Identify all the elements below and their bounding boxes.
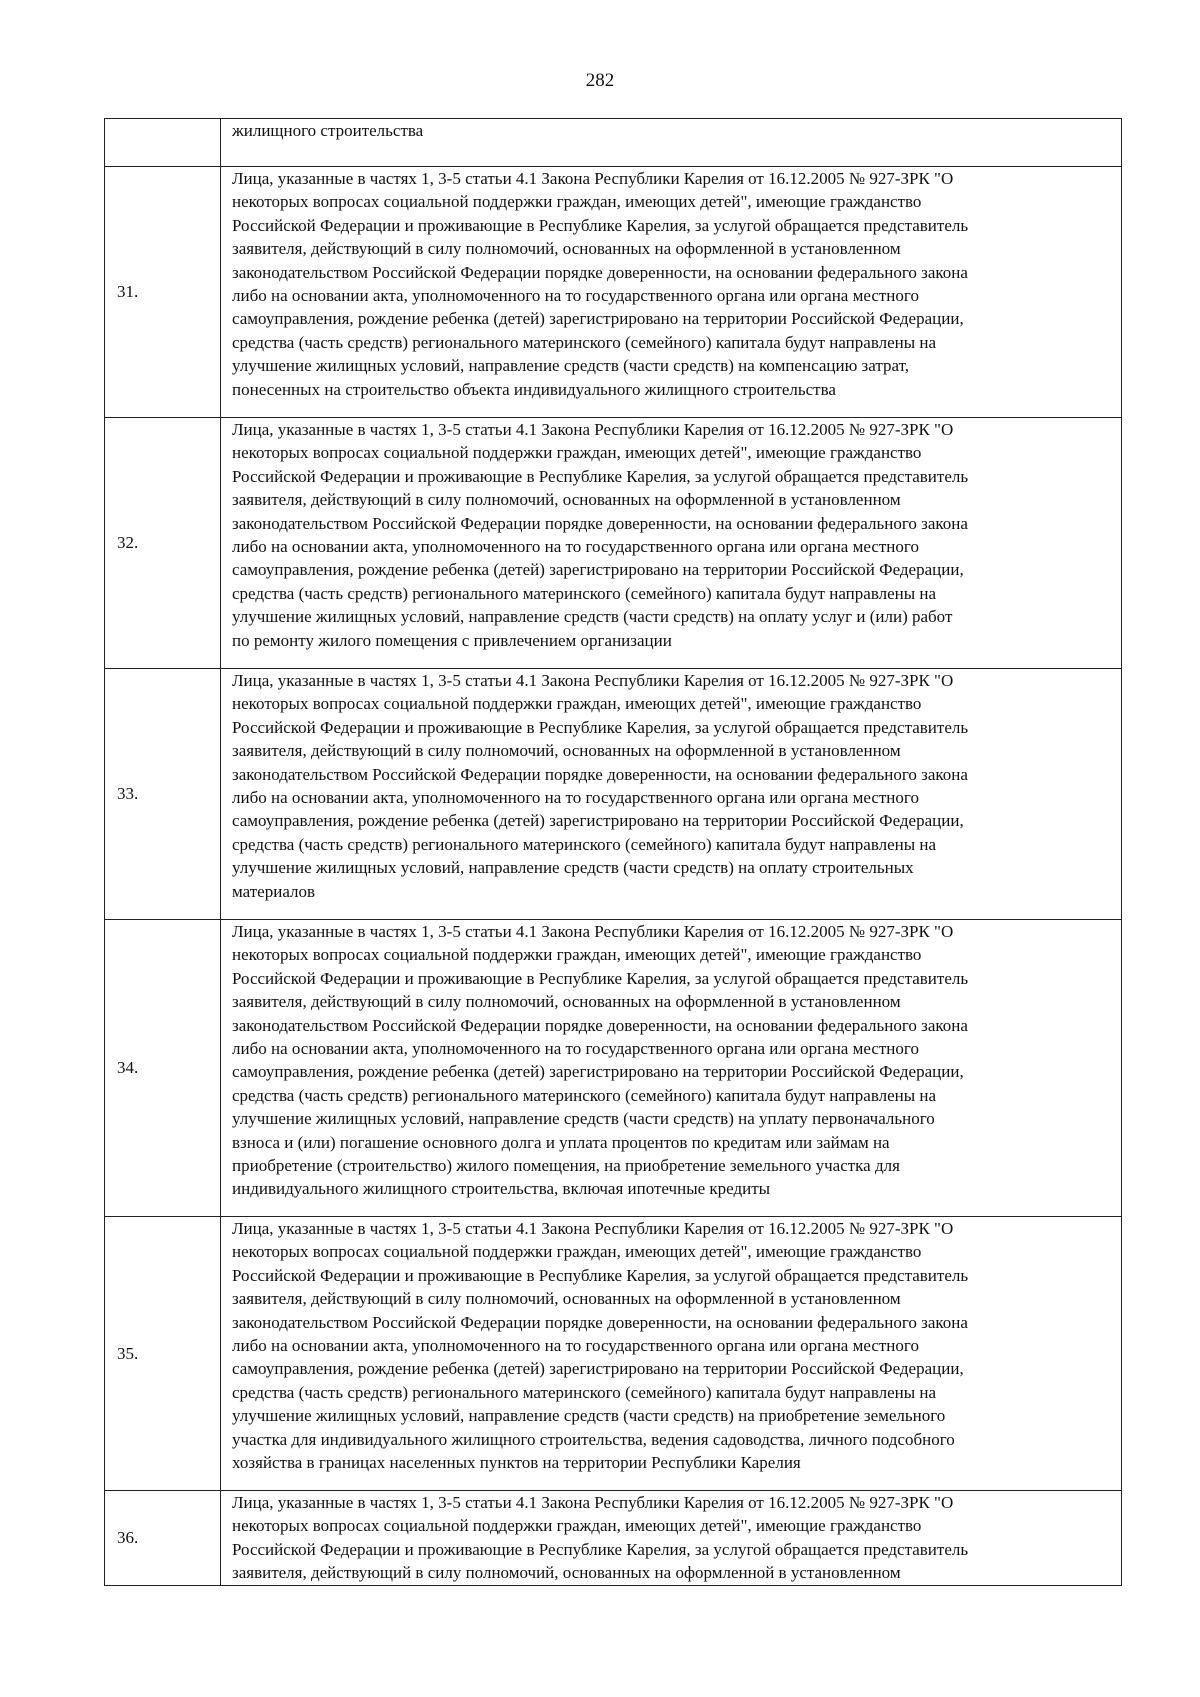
row-number-cell <box>105 119 221 167</box>
table-row <box>105 119 1122 167</box>
text-line: по ремонту жилого помещения с привлечением организации <box>232 630 672 650</box>
text-line: индивидуального жилищного строительства, включая ипотечные кредиты <box>232 1179 771 1199</box>
text-line: средства (часть средств) регионального материнского (семейного) капитала будут направлены на <box>232 1382 937 1402</box>
text-line: самоуправления, рождение ребенка (детей) зарегистрировано на территории Российской Федерации, <box>232 1359 964 1379</box>
text-line: законодательством Российской Федерации порядке доверенности, на основании федерального закона <box>232 764 968 784</box>
text-line: Лица, указанные в частях 1, 3-5 статьи 4.1 Закона Республики Карелия от 16.12.2005 № 927-ЗРК "О <box>232 922 954 941</box>
row-text-cell <box>221 119 1122 167</box>
text-line: Лица, указанные в частях 1, 3-5 статьи 4.1 Закона Республики Карелия от 16.12.2005 № 927-ЗРК "О <box>232 1493 954 1512</box>
text-line: законодательством Российской Федерации порядке доверенности, на основании федерального закона <box>232 513 968 533</box>
row-text-cell <box>221 1491 1122 1586</box>
text-line: законодательством Российской Федерации порядке доверенности, на основании федерального закона <box>232 1312 968 1332</box>
text-line: Лица, указанные в частях 1, 3-5 статьи 4.1 Закона Республики Карелия от 16.12.2005 № 927-ЗРК "О <box>232 1219 954 1238</box>
text-line: некоторых вопросах социальной поддержки граждан, имеющих детей", имеющие гражданство <box>232 192 922 212</box>
text-line: законодательством Российской Федерации порядке доверенности, на основании федерального закона <box>232 1015 968 1035</box>
text-line: заявителя, действующий в силу полномочий, основанных на оформленной в установленном <box>232 490 901 510</box>
text-line: законодательством Российской Федерации порядке доверенности, на основании федерального закона <box>232 262 968 282</box>
text-line: Российской Федерации и проживающие в Республике Карелия, за услугой обращается представитель <box>232 466 969 486</box>
table-row <box>105 1491 1122 1586</box>
text-line: либо на основании акта, уполномоченного на то государственного органа или органа местного <box>232 537 919 557</box>
table-row <box>105 1217 1122 1491</box>
text-line: заявителя, действующий в силу полномочий, основанных на оформленной в установленном <box>232 992 901 1012</box>
text-line: Российской Федерации и проживающие в Республике Карелия, за услугой обращается представитель <box>232 968 969 988</box>
table-row <box>105 920 1122 1217</box>
text-line: улучшение жилищных условий, направление средств (части средств) на оплату услуг и (или) работ <box>232 607 953 627</box>
text-line: либо на основании акта, уполномоченного на то государственного органа или органа местного <box>232 1336 919 1356</box>
text-line: улучшение жилищных условий, направление средств (части средств) на уплату первоначального <box>232 1109 935 1129</box>
text-line: взноса и (или) погашение основного долга и уплата процентов по кредитам или займам на <box>232 1132 890 1152</box>
text-line: Лица, указанные в частях 1, 3-5 статьи 4.1 Закона Республики Карелия от 16.12.2005 № 927-ЗРК "О <box>232 169 954 188</box>
document-table <box>104 118 1122 1586</box>
row-number-cell: 34. <box>105 920 221 1217</box>
text-line: заявителя, действующий в силу полномочий, основанных на оформленной в установленном <box>232 741 901 761</box>
text-line: участка для индивидуального жилищного строительства, ведения садоводства, личного подсобного <box>232 1429 955 1449</box>
text-line: самоуправления, рождение ребенка (детей) зарегистрировано на территории Российской Федерации, <box>232 560 964 580</box>
text-line: средства (часть средств) регионального материнского (семейного) капитала будут направлены на <box>232 834 937 854</box>
text-line: жилищного строительства <box>232 121 424 140</box>
row-number-cell: 33. <box>105 669 221 920</box>
text-line: некоторых вопросах социальной поддержки граждан, имеющих детей", имеющие гражданство <box>232 694 922 714</box>
row-number-cell: 35. <box>105 1217 221 1491</box>
table-body <box>105 119 1122 1586</box>
row-text-cell <box>221 920 1122 1217</box>
text-line: хозяйства в границах населенных пунктов на территории Республики Карелия <box>232 1453 801 1473</box>
text-line: самоуправления, рождение ребенка (детей) зарегистрировано на территории Российской Федерации, <box>232 309 964 329</box>
text-line: Лица, указанные в частях 1, 3-5 статьи 4.1 Закона Республики Карелия от 16.12.2005 № 927-ЗРК "О <box>232 420 954 439</box>
page-number: 282 <box>585 70 615 91</box>
text-line: Лица, указанные в частях 1, 3-5 статьи 4.1 Закона Республики Карелия от 16.12.2005 № 927-ЗРК "О <box>232 671 954 690</box>
text-line: улучшение жилищных условий, направление средств (части средств) на оплату строительных <box>232 858 914 878</box>
text-line: приобретение (строительство) жилого помещения, на приобретение земельного участка для <box>232 1156 900 1176</box>
text-line: либо на основании акта, уполномоченного на то государственного органа или органа местного <box>232 1039 919 1059</box>
row-number-cell: 32. <box>105 418 221 669</box>
text-line: Российской Федерации и проживающие в Республике Карелия, за услугой обращается представитель <box>232 717 969 737</box>
row-text-cell <box>221 669 1122 920</box>
text-line: материалов <box>232 881 316 901</box>
text-line: некоторых вопросах социальной поддержки граждан, имеющих детей", имеющие гражданство <box>232 945 922 965</box>
text-line: понесенных на строительство объекта индивидуального жилищного строительства <box>232 379 836 399</box>
text-line: некоторых вопросах социальной поддержки граждан, имеющих детей", имеющие гражданство <box>232 443 922 463</box>
text-line: средства (часть средств) регионального материнского (семейного) капитала будут направлены на <box>232 1085 937 1105</box>
row-text-cell <box>221 167 1122 418</box>
text-line: самоуправления, рождение ребенка (детей) зарегистрировано на территории Российской Федерации, <box>232 1062 964 1082</box>
row-number-cell: 31. <box>105 167 221 418</box>
table-row <box>105 167 1122 418</box>
row-text-cell <box>221 1217 1122 1491</box>
text-line: заявителя, действующий в силу полномочий, основанных на оформленной в установленном <box>232 1563 901 1583</box>
text-line: заявителя, действующий в силу полномочий, основанных на оформленной в установленном <box>232 239 901 259</box>
table-row <box>105 669 1122 920</box>
text-line: некоторых вопросах социальной поддержки граждан, имеющих детей", имеющие гражданство <box>232 1242 922 1262</box>
text-line: самоуправления, рождение ребенка (детей) зарегистрировано на территории Российской Федерации, <box>232 811 964 831</box>
text-line: улучшение жилищных условий, направление средств (части средств) на приобретение земельного <box>232 1406 946 1426</box>
text-line: средства (часть средств) регионального материнского (семейного) капитала будут направлены на <box>232 332 937 352</box>
text-line: заявителя, действующий в силу полномочий, основанных на оформленной в установленном <box>232 1289 901 1309</box>
text-line: Российской Федерации и проживающие в Республике Карелия, за услугой обращается представитель <box>232 1539 969 1559</box>
text-line: улучшение жилищных условий, направление средств (части средств) на компенсацию затрат, <box>232 356 909 376</box>
text-line: некоторых вопросах социальной поддержки граждан, имеющих детей", имеющие гражданство <box>232 1516 922 1536</box>
table-row <box>105 418 1122 669</box>
text-line: Российской Федерации и проживающие в Республике Карелия, за услугой обращается представитель <box>232 215 969 235</box>
text-line: либо на основании акта, уполномоченного на то государственного органа или органа местного <box>232 788 919 808</box>
text-line: либо на основании акта, уполномоченного на то государственного органа или органа местного <box>232 286 919 306</box>
row-number-cell: 36. <box>105 1491 221 1586</box>
row-text-cell <box>221 418 1122 669</box>
text-line: Российской Федерации и проживающие в Республике Карелия, за услугой обращается представитель <box>232 1265 969 1285</box>
text-line: средства (часть средств) регионального материнского (семейного) капитала будут направлены на <box>232 583 937 603</box>
